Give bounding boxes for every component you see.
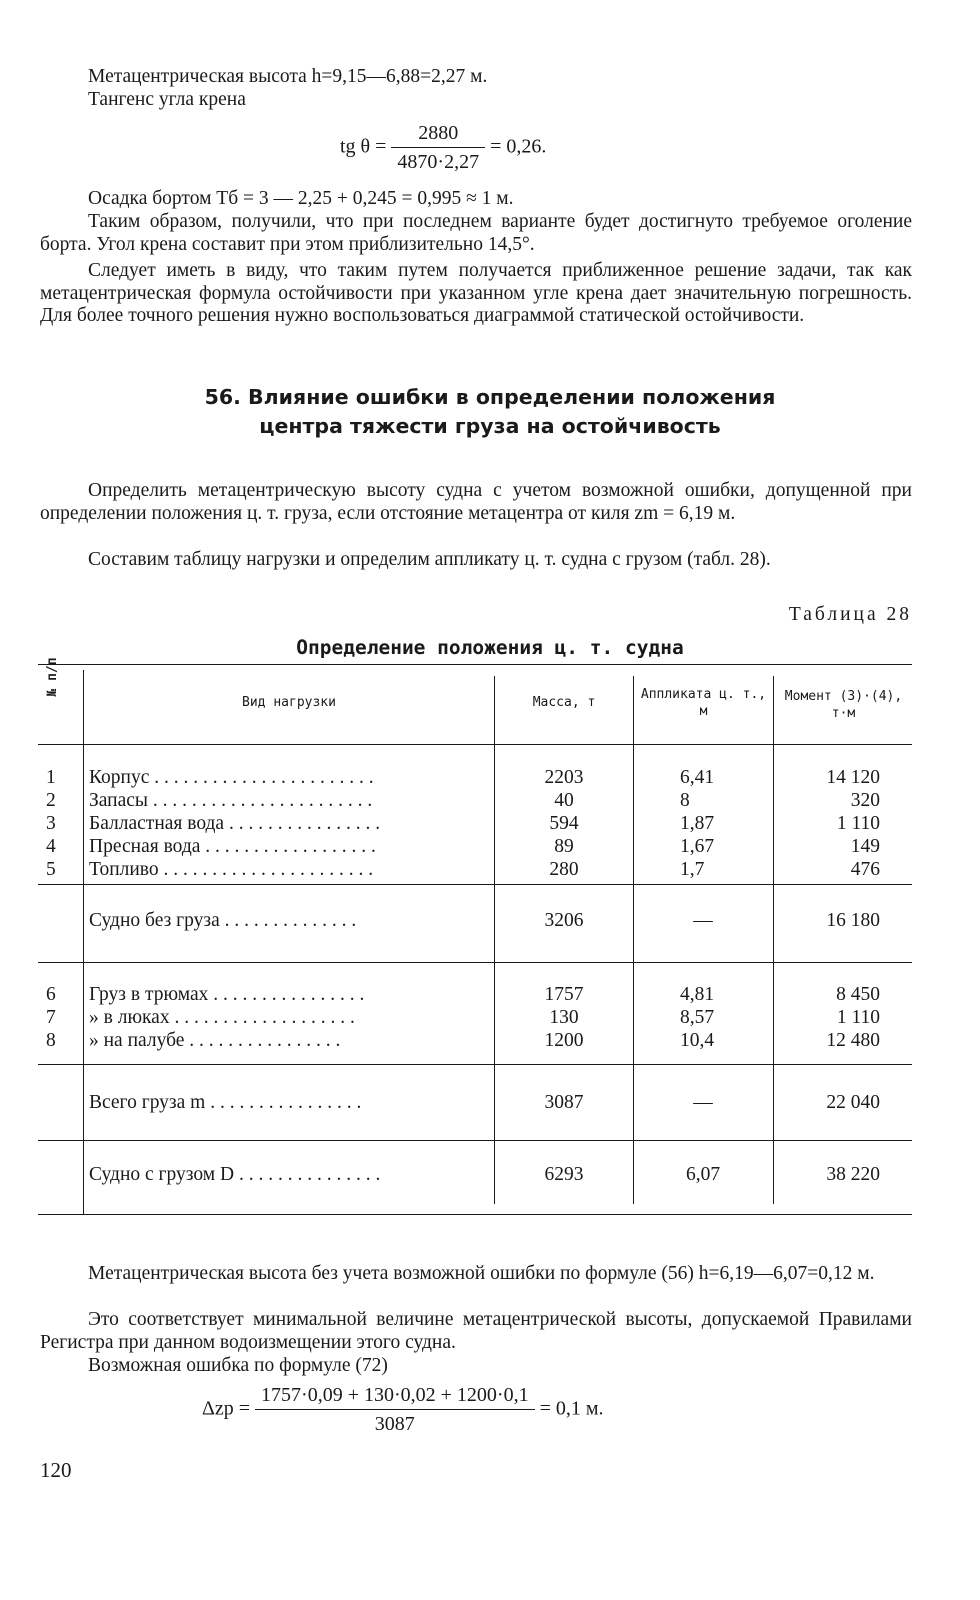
table-row	[0, 1030, 980, 1053]
cell-applicate: 1,87	[680, 813, 715, 834]
paragraph-draft: Осадка бортом Tб = 3 — 2,25 + 0,245 = 0,995 ≈ 1 м.	[88, 188, 514, 209]
formula-error-rhs: = 0,1 м.	[539, 1397, 604, 1420]
formula-tangent-denominator: 4870·2,27	[397, 151, 480, 173]
table-rule-header	[38, 744, 912, 745]
cell-mass: 594	[549, 813, 579, 834]
section-heading-line2: центра тяжести груза на остойчивость	[259, 414, 721, 438]
formula-error-fraction	[255, 1384, 535, 1436]
paragraph-tangent-label: Тангенс угла крена	[88, 89, 246, 110]
table-row-subtotal-empty-ship	[0, 910, 980, 933]
cell-applicate: 8	[680, 790, 690, 811]
table-row	[0, 1007, 980, 1030]
table-row	[0, 813, 980, 836]
paragraph-table-intro: Составим таблицу нагрузки и определим аппликату ц. т. судна с грузом (табл. 28).	[88, 549, 771, 570]
cell-applicate: 1,67	[680, 836, 715, 857]
cell-mass: 89	[554, 836, 574, 857]
cell-moment: 14 120	[826, 767, 880, 788]
table-rule-group2	[38, 1064, 912, 1065]
cell-load-type: Всего груза m . . . . . . . . . . . . . . . .	[89, 1092, 362, 1113]
cell-moment: 1 110	[836, 1007, 880, 1028]
paragraph-note: Следует иметь в виду, что таким путем получается приближенное решение задачи, так как метацентрическая формула остойчивости при указанном угле крена дает значительную погрешность. Для более точного решения нужно воспользоваться диаграммой статической остойчивости.	[40, 260, 912, 326]
formula-tangent-fraction	[391, 122, 485, 174]
cell-load-type: Груз в трюмах . . . . . . . . . . . . . . . .	[89, 984, 365, 1005]
cell-applicate: —	[693, 1092, 713, 1113]
cell-moment: 38 220	[826, 1164, 880, 1185]
cell-num: 3	[46, 813, 56, 834]
table-rule-bottom	[38, 1214, 912, 1215]
cell-moment: 12 480	[826, 1030, 880, 1051]
table-rule-top	[38, 664, 912, 665]
cell-moment: 149	[850, 836, 880, 857]
formula-tangent	[340, 122, 546, 174]
cell-applicate: 6,41	[680, 767, 715, 788]
cell-moment: 476	[850, 859, 880, 880]
cell-mass: 40	[554, 790, 574, 811]
cell-load-type: Судно с грузом D . . . . . . . . . . . . . . .	[89, 1164, 381, 1185]
cell-mass: 1757	[544, 984, 584, 1005]
cell-num: 5	[46, 859, 56, 880]
cell-applicate: 4,81	[680, 984, 715, 1005]
table-row	[0, 767, 980, 790]
cell-load-type: Топливо . . . . . . . . . . . . . . . . . . . . . .	[89, 859, 374, 880]
table-row-subtotal-cargo	[0, 1092, 980, 1115]
cell-mass: 130	[549, 1007, 579, 1028]
page-number: 120	[40, 1458, 72, 1482]
table-title: Определение положения ц. т. судна	[296, 636, 684, 659]
header-row-number: № п/п	[45, 657, 60, 697]
cell-applicate: 8,57	[680, 1007, 715, 1028]
table-col-rule-1	[83, 670, 84, 1214]
paragraph-problem: Определить метацентрическую высоту судна с учетом возможной ошибки, допущенной при определении положения ц. т. груза, если отстояние метацентра от киля zm = 6,19 м.	[40, 480, 912, 524]
cell-mass: 3206	[544, 910, 584, 931]
cell-load-type: Судно без груза . . . . . . . . . . . . . .	[89, 910, 357, 931]
formula-tangent-lhs: tg θ =	[340, 135, 387, 158]
cell-mass: 3087	[544, 1092, 584, 1113]
cell-num: 4	[46, 836, 56, 857]
section-heading-line1: 56. Влияние ошибки в определении положения	[204, 385, 776, 409]
header-load-type: Вид нагрузки	[242, 695, 336, 710]
table-label: Таблица 28	[788, 604, 912, 625]
header-mass: Масса, т	[532, 695, 596, 710]
cell-moment: 22 040	[826, 1092, 880, 1113]
table-rule-group1	[38, 884, 912, 885]
paragraph-metacentric-height: Метацентрическая высота h=9,15—6,88=2,27 м.	[88, 66, 488, 87]
formula-error-lhs: Δzp =	[202, 1397, 251, 1420]
table-row	[0, 859, 980, 882]
cell-load-type: Запасы . . . . . . . . . . . . . . . . . . . . . . .	[89, 790, 373, 811]
table-col-rule-2	[494, 676, 495, 1204]
cell-num: 1	[46, 767, 56, 788]
cell-mass: 1200	[544, 1030, 584, 1051]
cell-moment: 320	[850, 790, 880, 811]
cell-num: 2	[46, 790, 56, 811]
cell-applicate: 10,4	[680, 1030, 715, 1051]
header-moment: Момент (3)·(4), т·м	[784, 689, 903, 721]
cell-applicate: —	[693, 910, 713, 931]
cell-mass: 2203	[544, 767, 584, 788]
table-row-total	[0, 1164, 980, 1187]
cell-num: 6	[46, 984, 56, 1005]
cell-num: 7	[46, 1007, 56, 1028]
cell-moment: 16 180	[826, 910, 880, 931]
cell-moment: 1 110	[836, 813, 880, 834]
formula-error	[202, 1384, 604, 1436]
paragraph-height-without-error: Метацентрическая высота без учета возможной ошибки по формуле (56) h=6,19—6,07=0,12 м.	[88, 1263, 875, 1284]
cell-load-type: Балластная вода . . . . . . . . . . . . . . . .	[89, 813, 381, 834]
formula-tangent-numerator: 2880	[391, 122, 485, 148]
cell-applicate: 6,07	[685, 1164, 721, 1185]
table-rule-subtotal1	[38, 962, 912, 963]
cell-mass: 280	[549, 859, 579, 880]
formula-error-numerator: 1757·0,09 + 130·0,02 + 1200·0,1	[255, 1384, 535, 1410]
paragraph-register-rules: Это соответствует минимальной величине метацентрической высоты, допускаемой Правилами Регистра при данном водоизмещении этого судна.	[40, 1309, 912, 1353]
cell-applicate: 1,7	[680, 859, 705, 880]
cell-load-type: Корпус . . . . . . . . . . . . . . . . . . . . . . .	[89, 767, 374, 788]
formula-tangent-rhs: = 0,26.	[490, 135, 547, 158]
table-rule-subtotal2	[38, 1140, 912, 1141]
cell-num: 8	[46, 1030, 56, 1051]
paragraph-conclusion: Таким образом, получили, что при последнем варианте будет достигнуто требуемое оголение борта. Угол крена составит при этом приблизительно 14,5°.	[40, 211, 912, 255]
cell-load-type: » в люках . . . . . . . . . . . . . . . . . . .	[89, 1007, 355, 1028]
paragraph-possible-error: Возможная ошибка по формуле (72)	[88, 1355, 388, 1376]
cell-load-type: » на палубе . . . . . . . . . . . . . . . .	[89, 1030, 341, 1051]
formula-error-denominator: 3087	[374, 1413, 415, 1435]
table-col-rule-4	[773, 676, 774, 1204]
table-row	[0, 984, 980, 1007]
cell-moment: 8 450	[836, 984, 880, 1005]
cell-mass: 6293	[544, 1164, 584, 1185]
table-row	[0, 836, 980, 859]
table-row	[0, 790, 980, 813]
table-col-rule-3	[633, 676, 634, 1204]
header-applicate: Аппликата ц. т., м	[640, 687, 767, 719]
cell-load-type: Пресная вода . . . . . . . . . . . . . . . . . .	[89, 836, 376, 857]
